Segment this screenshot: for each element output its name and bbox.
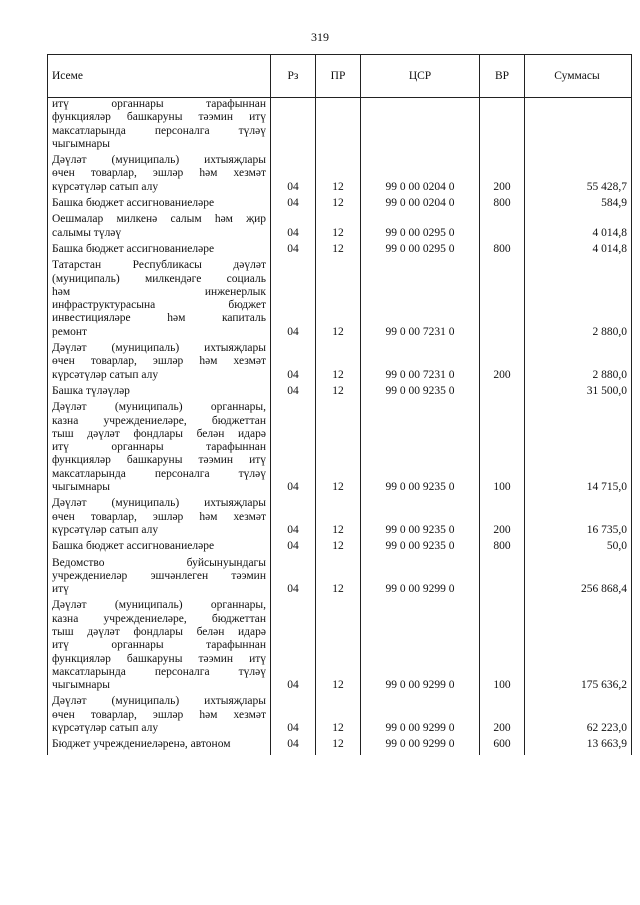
table-row <box>48 154 632 197</box>
table-row <box>48 557 632 600</box>
row-rz: 04 <box>271 695 316 738</box>
row-vr: 200 <box>480 497 525 540</box>
row-vr <box>480 557 525 600</box>
row-vr <box>480 98 525 155</box>
row-csr: 99 0 00 0204 0 <box>361 197 480 213</box>
row-name-line: ремонт <box>52 325 88 338</box>
row-rz: 04 <box>271 599 316 695</box>
row-vr: 200 <box>480 154 525 197</box>
table-row <box>48 243 632 259</box>
row-rz: 04 <box>271 342 316 385</box>
row-name-line: функцияләр башкаруны тәэмин итү <box>52 652 266 665</box>
header-rz: Рз <box>271 55 316 98</box>
row-csr: 99 0 00 9235 0 <box>361 497 480 540</box>
row-name-line: итү органнары тарафыннан <box>52 441 266 454</box>
row-vr: 100 <box>480 599 525 695</box>
table-row <box>48 738 632 754</box>
row-name-line: функцияләр башкаруны тәэмин итү <box>52 454 266 467</box>
table-row <box>48 695 632 738</box>
row-csr: 99 0 00 9299 0 <box>361 557 480 600</box>
row-csr: 99 0 00 7231 0 <box>361 259 480 342</box>
row-name-line: өчен товарлар, эшләр һәм хезмәт <box>52 510 266 523</box>
table-row <box>48 259 632 342</box>
row-sum: 175 636,2 <box>525 599 632 695</box>
row-sum: 584,9 <box>525 197 632 213</box>
row-name <box>48 98 271 155</box>
row-sum <box>525 98 632 155</box>
row-name <box>48 497 271 540</box>
table-row <box>48 401 632 497</box>
row-name-line: максатларында персоналга түләү <box>52 467 266 480</box>
row-sum: 2 880,0 <box>525 259 632 342</box>
row-name-line: Оешмалар милкенә салым һәм җир <box>52 213 266 226</box>
row-pr: 12 <box>316 401 361 497</box>
row-name <box>48 695 271 738</box>
row-csr: 99 0 00 9299 0 <box>361 599 480 695</box>
row-rz: 04 <box>271 243 316 259</box>
row-rz: 04 <box>271 197 316 213</box>
row-vr: 100 <box>480 401 525 497</box>
row-rz: 04 <box>271 738 316 754</box>
page-number: 319 <box>311 30 329 44</box>
row-csr: 99 0 00 0295 0 <box>361 213 480 243</box>
row-name-line: Ведомство буйсынуындагы <box>52 556 266 569</box>
row-name-line: Дәүләт (муниципаль) ихтыяҗлары <box>52 695 266 708</box>
row-name-line: инвестицияләре һәм капиталь <box>52 312 266 325</box>
row-name-line: чыгымнары <box>52 679 110 692</box>
table-row <box>48 599 632 695</box>
row-sum: 4 014,8 <box>525 213 632 243</box>
row-name-line: максатларында персоналга түләү <box>52 124 266 137</box>
row-pr <box>316 98 361 155</box>
row-sum: 50,0 <box>525 540 632 556</box>
row-name-line: казна учреждениеләре, бюджеттан <box>52 612 266 625</box>
row-name-line: күрсәтүләр сатып алу <box>52 368 159 381</box>
row-name-line: (муниципаль) милкендәге социаль <box>52 272 266 285</box>
row-name <box>48 557 271 600</box>
row-name-line: күрсәтүләр сатып алу <box>52 180 159 193</box>
row-name-line: өчен товарлар, эшләр һәм хезмәт <box>52 167 266 180</box>
row-vr: 200 <box>480 342 525 385</box>
header-sum: Суммасы <box>525 55 632 98</box>
table-row <box>48 98 632 155</box>
row-csr: 99 0 00 9299 0 <box>361 695 480 738</box>
row-name-line: Башка бюджет ассигнованиеләре <box>52 540 215 553</box>
row-pr: 12 <box>316 342 361 385</box>
row-name-line: итү <box>52 583 69 596</box>
row-vr: 600 <box>480 738 525 754</box>
row-pr: 12 <box>316 540 361 556</box>
row-sum: 16 735,0 <box>525 497 632 540</box>
row-name-line: күрсәтүләр сатып алу <box>52 523 159 536</box>
row-name-line: Дәүләт (муниципаль) органнары, <box>52 599 266 612</box>
row-name <box>48 213 271 243</box>
row-rz: 04 <box>271 557 316 600</box>
row-rz: 04 <box>271 154 316 197</box>
row-csr: 99 0 00 9235 0 <box>361 401 480 497</box>
row-csr <box>361 98 480 155</box>
row-sum: 4 014,8 <box>525 243 632 259</box>
row-name <box>48 385 271 401</box>
row-rz: 04 <box>271 259 316 342</box>
row-pr: 12 <box>316 154 361 197</box>
row-csr: 99 0 00 9235 0 <box>361 540 480 556</box>
table-row <box>48 197 632 213</box>
row-name-line: чыгымнары <box>52 137 110 150</box>
row-name-line: Дәүләт (муниципаль) ихтыяҗлары <box>52 342 266 355</box>
header-pr: ПР <box>316 55 361 98</box>
row-name-line: Татарстан Республикасы дәүләт <box>52 259 266 272</box>
row-vr <box>480 213 525 243</box>
row-name-line: Башка түләүләр <box>52 384 130 397</box>
row-sum: 256 868,4 <box>525 557 632 600</box>
row-rz <box>271 98 316 155</box>
row-name-line: учреждениеләр эшчәнлеген тәэмин <box>52 569 266 582</box>
row-name <box>48 738 271 754</box>
row-name-line: салымы түләү <box>52 226 122 239</box>
header-name: Исеме <box>48 55 271 98</box>
row-name-line: инфраструктурасына бюджет <box>52 299 266 312</box>
row-name <box>48 197 271 213</box>
row-sum: 55 428,7 <box>525 154 632 197</box>
row-csr: 99 0 00 0295 0 <box>361 243 480 259</box>
row-sum: 14 715,0 <box>525 401 632 497</box>
row-name-line: максатларында персоналга түләү <box>52 665 266 678</box>
row-name-line: итү органнары тарафыннан <box>52 98 266 110</box>
row-name-line: Дәүләт (муниципаль) органнары, <box>52 401 266 414</box>
header-vr: ВР <box>480 55 525 98</box>
row-rz: 04 <box>271 540 316 556</box>
row-name-line: өчен товарлар, эшләр һәм хезмәт <box>52 355 266 368</box>
row-csr: 99 0 00 9235 0 <box>361 385 480 401</box>
row-pr: 12 <box>316 695 361 738</box>
header-csr: ЦСР <box>361 55 480 98</box>
row-pr: 12 <box>316 213 361 243</box>
row-name <box>48 154 271 197</box>
row-csr: 99 0 00 7231 0 <box>361 342 480 385</box>
row-name-line: өчен товарлар, эшләр һәм хезмәт <box>52 708 266 721</box>
row-pr: 12 <box>316 197 361 213</box>
row-name <box>48 599 271 695</box>
row-pr: 12 <box>316 243 361 259</box>
row-name-line: Бюджет учреждениеләренә, автоном <box>52 738 231 751</box>
row-rz: 04 <box>271 385 316 401</box>
row-pr: 12 <box>316 497 361 540</box>
table-row <box>48 497 632 540</box>
row-name-line: казна учреждениеләре, бюджеттан <box>52 414 266 427</box>
row-name <box>48 259 271 342</box>
row-name-line: тыш дәүләт фондлары белән идарә <box>52 625 266 638</box>
row-name-line: функцияләр башкаруны тәэмин итү <box>52 111 266 124</box>
row-pr: 12 <box>316 259 361 342</box>
row-sum: 13 663,9 <box>525 738 632 754</box>
budget-table <box>47 54 632 755</box>
row-name <box>48 342 271 385</box>
row-name-line: күрсәтүләр сатып алу <box>52 722 159 735</box>
row-vr: 200 <box>480 695 525 738</box>
row-name-line: Башка бюджет ассигнованиеләре <box>52 197 215 210</box>
table-row <box>48 385 632 401</box>
table-row <box>48 342 632 385</box>
row-name <box>48 243 271 259</box>
row-sum: 31 500,0 <box>525 385 632 401</box>
row-rz: 04 <box>271 213 316 243</box>
row-name-line: чыгымнары <box>52 481 110 494</box>
row-pr: 12 <box>316 599 361 695</box>
row-name-line: һәм инженерлык <box>52 285 266 298</box>
row-name-line: Дәүләт (муниципаль) ихтыяҗлары <box>52 154 266 167</box>
table-row <box>48 540 632 556</box>
row-name <box>48 540 271 556</box>
row-rz: 04 <box>271 401 316 497</box>
table-body <box>48 98 632 755</box>
row-vr: 800 <box>480 540 525 556</box>
row-pr: 12 <box>316 557 361 600</box>
row-vr <box>480 385 525 401</box>
row-name-line: Дәүләт (муниципаль) ихтыяҗлары <box>52 497 266 510</box>
row-pr: 12 <box>316 385 361 401</box>
row-name-line: Башка бюджет ассигнованиеләре <box>52 242 215 255</box>
row-vr <box>480 259 525 342</box>
row-name-line: тыш дәүләт фондлары белән идарә <box>52 427 266 440</box>
row-vr: 800 <box>480 243 525 259</box>
row-pr: 12 <box>316 738 361 754</box>
row-sum: 2 880,0 <box>525 342 632 385</box>
row-csr: 99 0 00 9299 0 <box>361 738 480 754</box>
table-row <box>48 213 632 243</box>
row-rz: 04 <box>271 497 316 540</box>
row-vr: 800 <box>480 197 525 213</box>
row-sum: 62 223,0 <box>525 695 632 738</box>
row-name <box>48 401 271 497</box>
row-name-line: итү органнары тарафыннан <box>52 639 266 652</box>
row-csr: 99 0 00 0204 0 <box>361 154 480 197</box>
table-header-row <box>48 55 632 98</box>
